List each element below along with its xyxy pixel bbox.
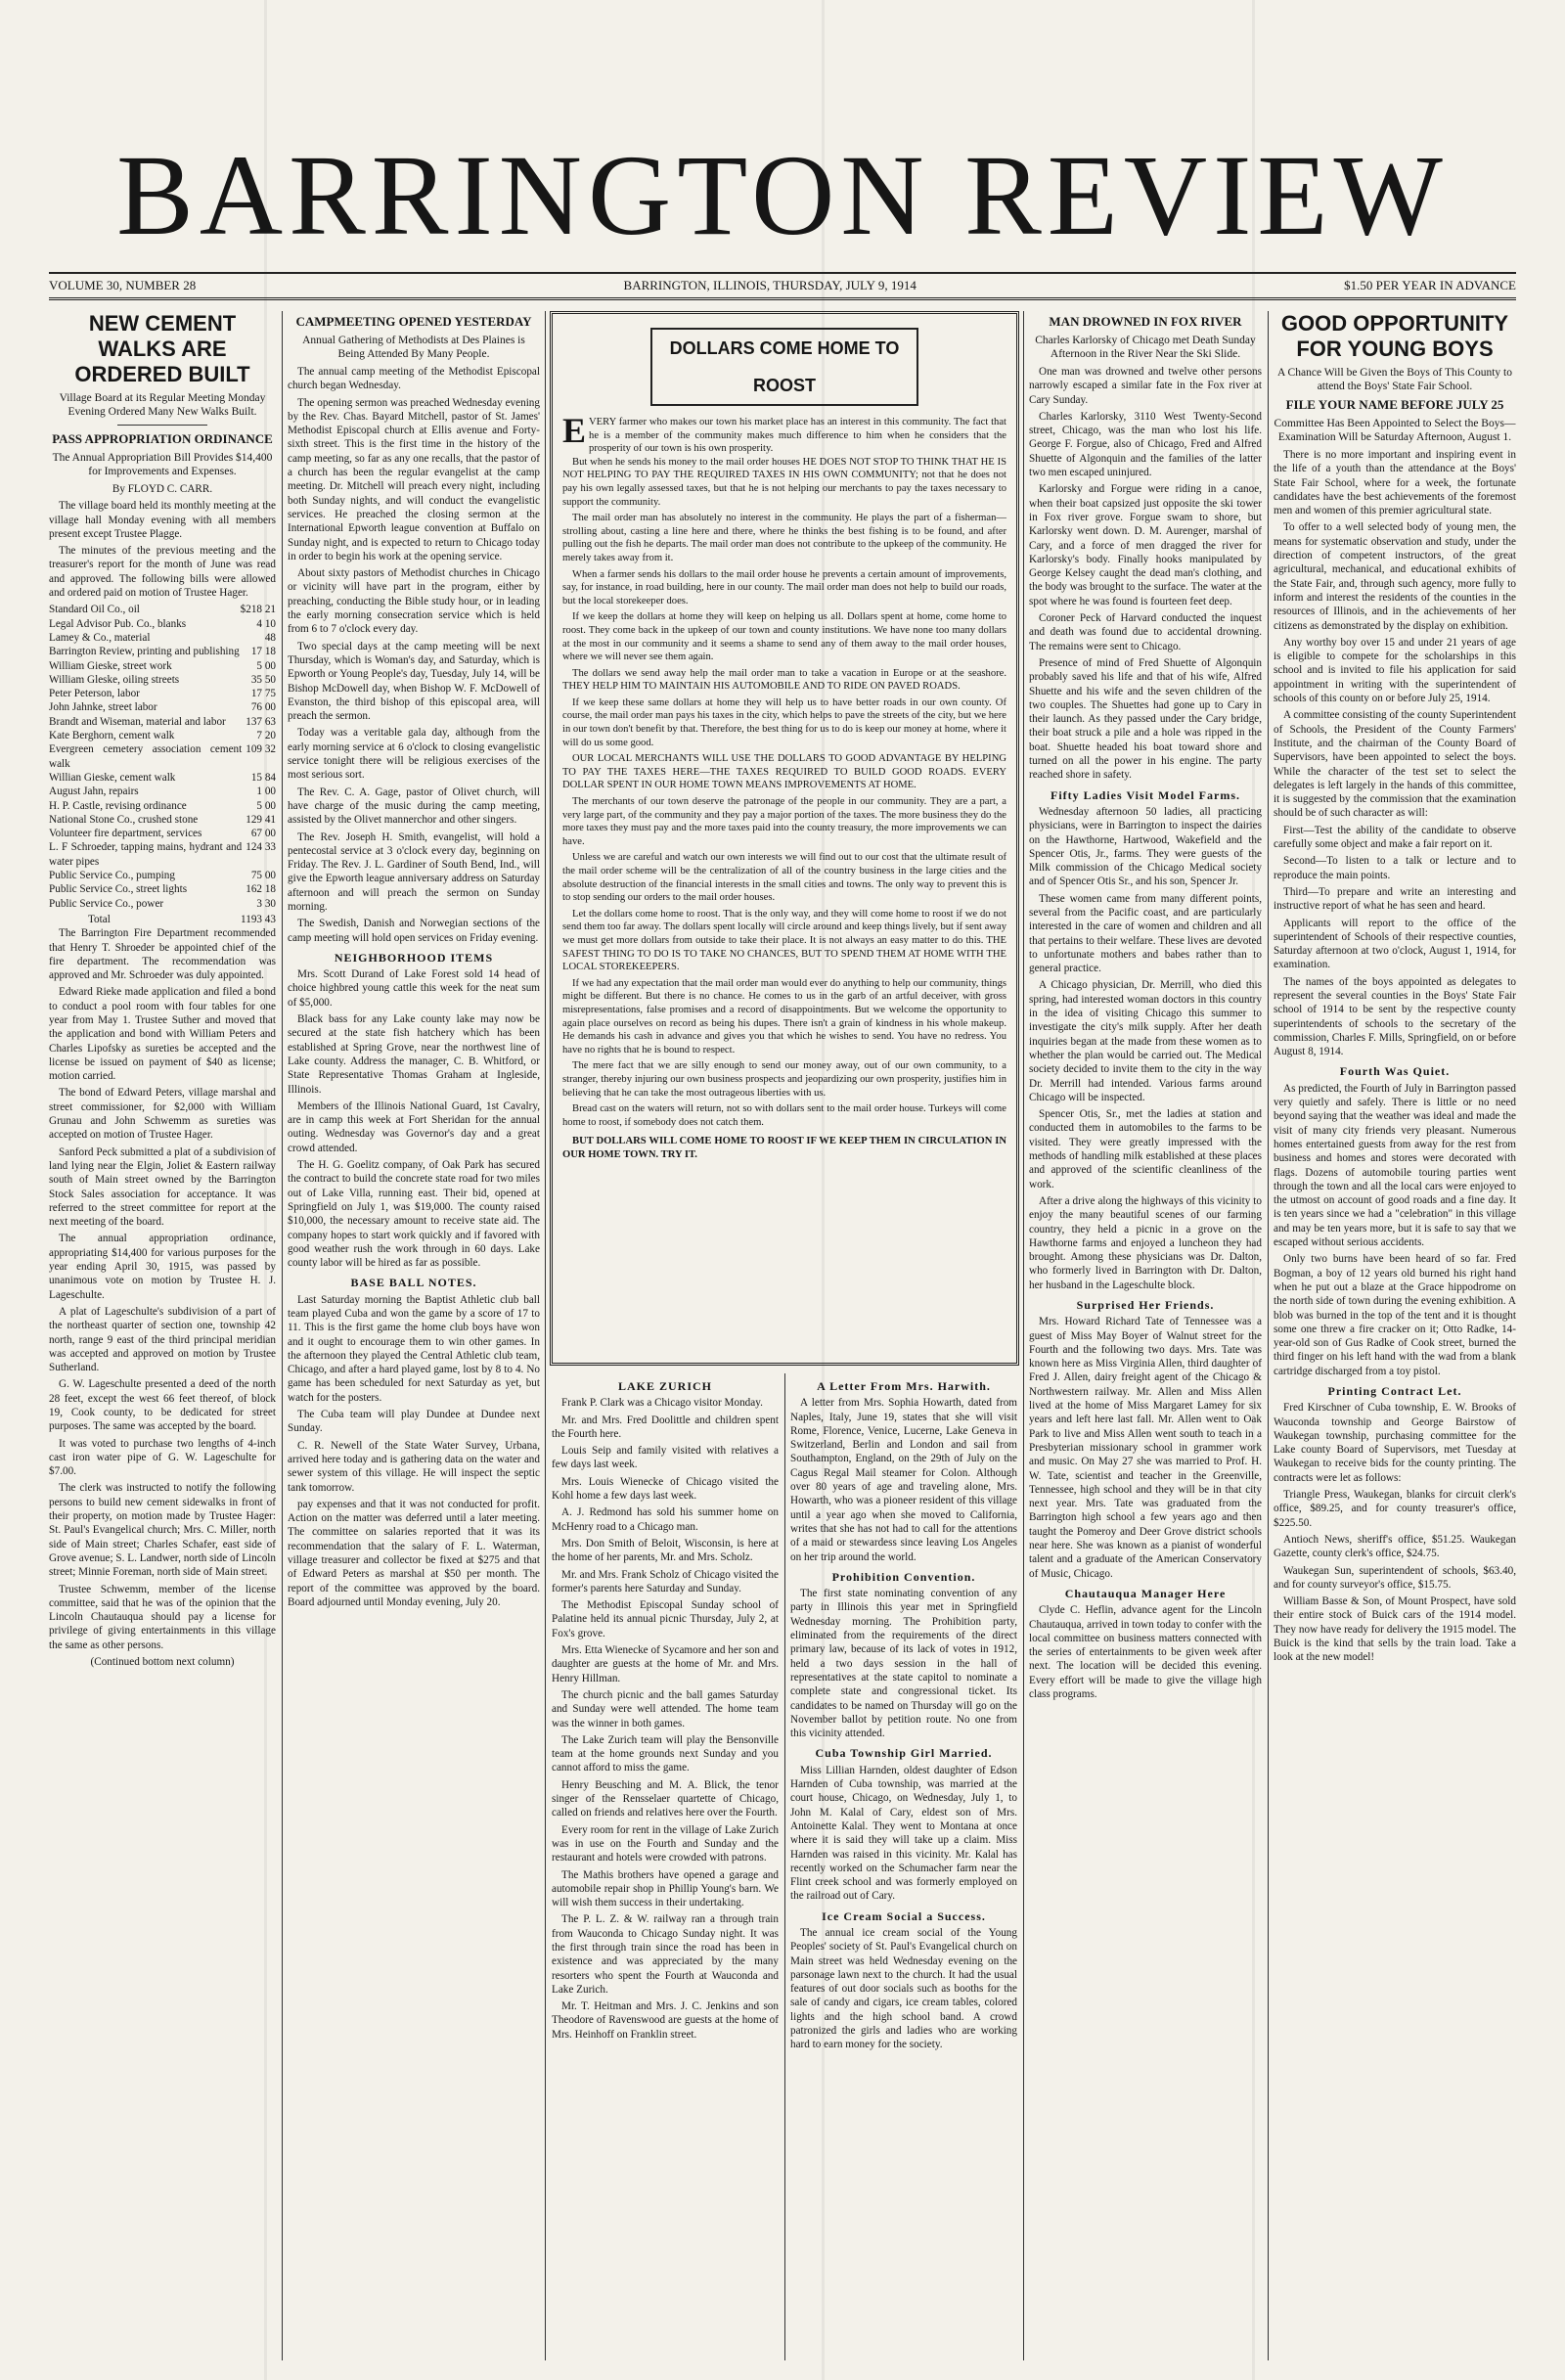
bill-payee: Public Service Co., pumping: [49, 870, 175, 882]
paragraph: C. R. Newell of the State Water Survey, Urbana, arrived here today and is gathering data on the water and sewer system of this village. He will inspect the septic tank tomorrow.: [288, 1439, 540, 1494]
bill-payee: Lamey & Co., material: [49, 631, 151, 644]
paragraph: Only two burns have been heard of so far. Fred Bogman, a boy of 12 years old burned his right hand when he put out a blaze at the Grace hippodrome on the north side of town during the evening exhibition. A blob was burned in the top of the tent and it is thought some one threw a fire cracker on it; Otto Radke, 14-year-old son of Gus Radke of Cook street, burned the third finger on his left hand with the wad from a blank cartridge discharged from a toy pistol.: [1274, 1253, 1516, 1377]
paragraph: The first state nominating convention of any party in Illinois this year met in Springfield Wednesday morning. The Prohibition party, eliminated from the requirements of the direct primary law, because of its lack of votes in 1912, held a two days session in the hall of representatives at the state capitol to nominate a complete state and congressional ticket. Its candidates to be named on Thursday will go on the November ballot by petition route. No one from this vicinity attended.: [790, 1588, 1017, 1740]
paragraph: pay expenses and that it was not conducted for profit. Action on the matter was deferred until a later meeting. The committee on salaries reported that it was its recommendation that the salary of F. L. Waterman, village treasurer and collector be fixed at $275 and that of Edward Peters as marshal at $50 per month. The report of the committee was approved by the board. Board adjourned until Monday evening, July 20.: [288, 1498, 540, 1608]
article-deck: Charles Karlorsky of Chicago met Death Sunday Afternoon in the River Near the Ski Slide.: [1035, 335, 1256, 360]
paragraph: VERY farmer who makes our town his market place has an interest in this community. The fact that he is a member of the community makes much difference to him when he considers that the prosperity of our town is his own prosperity.: [589, 417, 1006, 455]
paragraph: The Rev. Joseph H. Smith, evangelist, will hold a pentecostal service at 3 o'clock every day, beginning on Friday. The Rev. J. L. Gardiner of South Bend, Ind., will give the Epworth league anniversary address on Saturday afternoon and will preach the sermon on Sunday morning.: [288, 831, 540, 913]
paragraph: The annual camp meeting of the Methodist Episcopal church began Wednesday.: [288, 366, 540, 392]
bill-payee: August Jahn, repairs: [49, 786, 139, 798]
paragraph: If we keep these same dollars at home they will help us to have better roads in our own county. Of course, the mail order man pays his taxes in the city, which helps to pave the streets of the city, but we here in our town don't benefit by that. Therefore, the best thing for us to do is keep our money at home, where it will do us some good.: [562, 696, 1006, 748]
bill-payee: Willian Gieske, cement walk: [49, 771, 176, 784]
bills-table-row: [49, 729, 276, 742]
bill-amount: 15 84: [250, 771, 276, 784]
bill-amount: 76 00: [250, 701, 276, 714]
bill-payee: Standard Oil Co., oil: [49, 604, 140, 616]
bill-amount: 129 41: [246, 813, 276, 826]
news-item: Henry Beusching and M. A. Blick, the tenor singer of the Rensselaer quartette of Chicago, called on friends and relatives here over the Fourth.: [552, 1778, 779, 1819]
paragraph: The H. G. Goelitz company, of Oak Park has secured the contract to build the concrete state road for two miles out of Lake Villa, running east. Their bid, opened at Springfield on July 1, was $19,000. The county raised $10,000, the necessary amount to receive state aid. The company hopes to start work quickly and if favored with good weather rush the work through in 60 days. Lake county labor will be hired as far as possible.: [288, 1159, 540, 1270]
paragraph: The dollars we send away help the mail order man to take a vacation in Europe or at the seashore. THEY HELP HIM TO MAINTAIN HIS AUTOMOBILE AND TO RIDE ON PAVED ROADS.: [562, 667, 1006, 693]
paragraph: These women came from many different points, several from the Pacific coast, and are particularly interested in the care of women and children and all that pertains to their welfare. These lives are devoted to unfortunate mothers and babes rather than to general practice.: [1029, 892, 1262, 975]
article-deck: The Annual Appropriation Bill Provides $14,400 for Improvements and Expenses.: [52, 452, 273, 477]
paragraph: Today was a veritable gala day, although from the early morning service at 6 o'clock to closing evangelistic service tonight there will be religious exercises of the most serious sort.: [288, 727, 540, 782]
volume-number: VOLUME 30, NUMBER 28: [49, 278, 197, 292]
paragraph: Spencer Otis, Sr., met the ladies at station and conducted them in automobiles to the farms to be visited. They were greatly impressed with the methods of handling milk established at these places and approved of the scientific cleanliness of the work.: [1029, 1108, 1262, 1190]
section-heading: Chautauqua Manager Here: [1064, 1586, 1227, 1600]
section-heading: LAKE ZURICH: [617, 1379, 712, 1393]
paragraph: Last Saturday morning the Baptist Athletic club ball team played Cuba and won the game by a score of 17 to 11. This is the first game the home club boys have won and it ought to encourage them to win other games. In the afternoon they played the Central Athletic club team, Chicago, and after a hard played game, lost by 8 to 4. No game has been scheduled for next Saturday as yet, but watch for the posters.: [288, 1293, 540, 1404]
bills-table-row: [49, 742, 276, 771]
section-heading: Printing Contract Let.: [1327, 1384, 1462, 1398]
paragraph: Charles Karlorsky, 3110 West Twenty-Second street, Chicago, was the man who lost his life. George F. Forgue, also of Chicago, Fred and Alfred Shuette of Algonquin and the families of the latter two men escaped uninjured.: [1029, 410, 1262, 479]
news-item: The P. L. Z. & W. railway ran a through train from Wauconda to Chicago Sunday night. It was the first through train since the road has been in existence and was appreciated by the many resorters who spent the Fourth at Wauconda and Lake Zurich.: [552, 1913, 779, 1996]
paragraph: The names of the boys appointed as delegates to represent the several counties in the Boys' State Fair school of 1914 to be sent by the respective county superintendents of schools to the secretary of the commission, Charles F. Mills, Springfield, on or before August 8, 1914.: [1274, 975, 1516, 1058]
bills-table-row: [49, 827, 276, 840]
paragraph: The clerk was instructed to notify the following persons to build new cement sidewalks in front of their property, on motion made by Trustee Hager: St. Paul's Evangelical church; Mrs. C. Miller, north side of Main street; Charles Schafer, east side of Grove avenue; S. L. Landwer, north side of Lincoln street; Minnie Foreman, north side of Main street.: [49, 1482, 276, 1579]
column-rule: [1268, 311, 1269, 2360]
section-heading: Surprised Her Friends.: [1076, 1298, 1215, 1312]
paragraph: If we keep the dollars at home they will keep on helping us all. Dollars spent at home, come home to roost. They come back in the upkeep of our town and county institutions. We have none too many dollars at the most in our community and it seems a shame to send any of them away to the mail order houses, where we will never see them again.: [562, 611, 1006, 663]
bills-table-row: [49, 659, 276, 673]
bill-amount: 7 20: [256, 730, 276, 742]
paragraph: The Rev. C. A. Gage, pastor of Olivet church, will have charge of the music during the camp meeting, assisted by the Olivet mannerchor and other singers.: [288, 786, 540, 827]
section-heading: Cuba Township Girl Married.: [815, 1746, 993, 1761]
bill-payee: John Jahnke, street labor: [49, 701, 157, 714]
paragraph: Applicants will report to the office of the superintendent of Schools of their respective counties, Saturday afternoon at two o'clock, August 1, 1914, for examination.: [1274, 917, 1516, 971]
paragraph: Coroner Peck of Harvard conducted the inquest and death was found due to accidental drowning. The remains were sent to Chicago.: [1029, 612, 1262, 652]
bill-amount: 67 00: [250, 828, 276, 840]
bill-payee: Kate Berghorn, cement walk: [49, 730, 175, 742]
paragraph: Waukegan Sun, superintendent of schools, $63.40, and for county surveyor's office, $15.75.: [1274, 1564, 1516, 1591]
paragraph: The annual appropriation ordinance, appropriating $14,400 for various purposes for the year ending April 30, 1915, was passed by unanimous vote on motion by Trustee H. J. Lageschulte.: [49, 1233, 276, 1301]
paragraph: Trustee Schwemm, member of the license committee, said that he was of the opinion that the Lincoln Chautauqua should pay a license for privilege of giving entertainments in this village the same as other persons.: [49, 1583, 276, 1651]
bill-amount: 4 10: [256, 617, 276, 630]
article-headline: GOOD OPPORTUNITY FOR YOUNG BOYS: [1280, 311, 1509, 361]
column-rule: [784, 1373, 785, 2360]
divider: [117, 425, 208, 426]
paragraph: If we had any expectation that the mail order man would ever do anything to help our community, things might be different. But there is no chance. He comes to us in the garb of an artful deceiver, with gross misrepresentations, false promises and a record of disappointments. But we welcome the opportunity to again place ourselves on record as being his dupes. There isn't a grain of kindness in his whole makeup. He demands his cash in advance and gives you that which he wishes to send. You have no redress. You have no rights that he is bound to respect.: [562, 977, 1006, 1055]
bill-payee: Legal Advisor Pub. Co., blanks: [49, 617, 187, 630]
article-deck: Village Board at its Regular Meeting Monday Evening Ordered Many New Walks Built.: [59, 392, 266, 418]
bill-amount: 137 63: [246, 715, 276, 728]
news-items: [552, 1396, 779, 2042]
continued-note: (Continued bottom next column): [90, 1656, 235, 1669]
paragraph: The bond of Edward Peters, village marshal and street commissioner, for $2,000 with William Grunau and John Schwemm as sureties was accepted on motion of Trustee Hager.: [49, 1087, 276, 1142]
place-date: BARRINGTON, ILLINOIS, THURSDAY, JULY 9, 1914: [623, 278, 917, 292]
bills-table-row: [49, 813, 276, 827]
bills-table: [49, 603, 276, 911]
paragraph: Sanford Peck submitted a plat of a subdivision of land lying near the Elgin, Joliet & Eastern railway south of Main street owned by the Barrington Stock Sales association for acceptance. It was referred to the street committee for report at the next meeting of the board.: [49, 1145, 276, 1229]
bill-amount: 124 33: [246, 841, 276, 854]
bill-payee: William Gieske, street work: [49, 659, 172, 672]
bills-table-row: [49, 617, 276, 631]
paragraph: When a farmer sends his dollars to the mail order house he prevents a certain amount of improvements, say, for instance, in road building, here in our county. The mail order man does not help to build our roads, but the local storekeeper does.: [562, 568, 1006, 606]
news-item: Every room for rent in the village of Lake Zurich was in use on the Fourth and Sunday and the restaurant and hotels were crowded with patrons.: [552, 1823, 779, 1864]
section-heading: Fifty Ladies Visit Model Farms.: [1051, 787, 1240, 802]
column-rule: [545, 311, 546, 2360]
bill-payee: Volunteer fire department, services: [49, 828, 202, 840]
bill-amount: 75 00: [250, 870, 276, 882]
bills-total-row: [49, 913, 276, 926]
article-headline: CAMPMEETING OPENED YESTERDAY: [295, 314, 532, 329]
paragraph: Fred Kirschner of Cuba township, E. W. Brooks of Wauconda township and George Bairstow of Waukegan township, purchasing committee for the Lake county Board of Supervisors, met Tuesday at Waukegan to receive bids for the county printing. The contracts were let as follows:: [1274, 1402, 1516, 1484]
editorial-box: [550, 311, 1019, 1366]
paragraph: The opening sermon was preached Wednesday evening by the Rev. Chas. Bayard Mitchell, pastor of St. James' Methodist Episcopal church at Ellis avenue and Forty-sixth street. This is the first time in the history of the camp meeting, so far as any one recalls, that the pastor of a church has been the regular evangelist at the camp meeting. Dr. Mitchell will preach every night, including both Sunday nights, and will conduct the evangelistic services. He preached the closing sermon at the International Epworth league convention at Buffalo on Sunday night, and is expected to return to Chicago today in order to begin his work at the opening service.: [288, 396, 540, 562]
bill-payee: Public Service Co., power: [49, 897, 164, 910]
bills-total-label: Total: [88, 913, 111, 925]
news-item: Mr. and Mrs. Fred Doolittle and children spent the Fourth here.: [552, 1414, 779, 1440]
article-headline: NEW CEMENT WALKS ARE ORDERED BUILT: [74, 311, 250, 386]
editorial-title: DOLLARS COME HOME TO ROOST: [650, 328, 918, 406]
paragraph: Unless we are careful and watch our own interests we will find out to our cost that the ultimate result of the mail order scheme will be the centralization of all of the country business in the large cities and the absolute destruction of the financial interests in the small cities and towns. The only way to prevent this is to stop sending our orders to the mail order houses.: [562, 852, 1006, 904]
section-heading: A Letter From Mrs. Harwith.: [817, 1379, 991, 1393]
news-item: Mr. T. Heitman and Mrs. J. C. Jenkins and son Theodore of Ravenswood are guests at the home of Mrs. Heinhoff on Franklin street.: [552, 2000, 779, 2041]
paragraph: The Swedish, Danish and Norwegian sections of the camp meeting will hold open services on Friday evening.: [288, 918, 540, 944]
news-item: The Mathis brothers have opened a garage and automobile repair shop in Phillip Young's barn. We will wish them success in their undertaking.: [552, 1868, 779, 1909]
column-rule: [282, 311, 283, 2360]
section-heading: Prohibition Convention.: [831, 1569, 976, 1584]
subscription-price: $1.50 PER YEAR IN ADVANCE: [1344, 278, 1516, 292]
news-item: Frank P. Clark was a Chicago visitor Monday.: [561, 1397, 763, 1410]
paragraph: OUR LOCAL MERCHANTS WILL USE THE DOLLARS TO GOOD ADVANTAGE BY HELPING TO PAY THE TAXES HERE—THE TAXES REQUIRED TO BUILD GOOD ROADS. EVERY DOLLAR SPENT IN OUR HOME TOWN MEANS IMPROVEMENTS AT HOME.: [562, 753, 1006, 791]
paragraph: Edward Rieke made application and filed a bond to conduct a pool room with four tables for one year from May 1. Trustee Suther and moved that the application and bond with William Peters and Charles Lipofsky as sureties be accepted and the license be issued on payment of $40 as license; motion carried.: [49, 986, 276, 1083]
paragraph: About sixty pastors of Methodist churches in Chicago or vicinity will have part in the program, either by preaching, conducting the Bible study hour, or in leading the early morning consecration service which is held from 6 to 7 o'clock every day.: [288, 567, 540, 636]
paragraph: Karlorsky and Forgue were riding in a canoe, when their boat capsized just opposite the ski tower in Fox river grove. Forgue swam to shore, but Karlorsky went down. D. M. Aurenger, marshal of Cary, and a force of men dragged the river for Karlorsky's body. Finally hooks manipulated by George Kelsey caught the dead man's clothing, and the body was brought to the surface. The water at the spot where he was found is fourteen feet deep.: [1029, 483, 1262, 607]
bills-table-row: [49, 897, 276, 911]
paragraph: A committee consisting of the county Superintendent of Schools, the President of the County Farmers' Institute, and the chairman of the County Board of Supervisors, have been appointed to select the boys. While the character of the test set to select the delegates is left largely in the hands of this committee, it is suggested by the commission that the examination should be of such character as will:: [1274, 709, 1516, 820]
masthead: BARRINGTON REVIEW: [116, 131, 1449, 259]
bills-table-row: [49, 840, 276, 869]
paragraph: Presence of mind of Fred Shuette of Algonquin probably saved his life and that of his wife, Alfred Shuette and his wife and the seven children of the two couples. The Shuettes had gone up to Cary in their launch. As they passed under the Cary bridge, their boat struck a pile and a hole was ripped in the boat. Shuette headed his boat toward shore and turned on all the power in his engine. The party reached shore in safety.: [1029, 656, 1262, 782]
paragraph: To offer to a well selected body of young men, the means for systematic observation and study, under the direction of competent instructors, of the great agricultural, mechanical, and educational exhibits of the State Fair, and, through such agency, more fully to inform and interest the residents of the counties in the resources of Illinois, and in the achievements of her citizens as demonstrated by the display on exhibition.: [1274, 521, 1516, 632]
column-2: [288, 311, 540, 2360]
drop-cap: E: [562, 411, 587, 450]
bill-amount: 48: [264, 631, 276, 644]
news-item: Mrs. Louis Wienecke of Chicago visited the Kohl home a few days last week.: [552, 1475, 779, 1503]
bill-payee: Evergreen cemetery association cement walk: [49, 743, 243, 770]
section-heading: Fourth Was Quiet.: [1339, 1064, 1451, 1079]
column-6: [1274, 311, 1516, 2360]
paragraph: It was voted to purchase two lengths of 4-inch cast iron water pipe of G. W. Lageschulte for $7.00.: [49, 1437, 276, 1478]
column-rule: [1023, 311, 1024, 2360]
article-deck: Annual Gathering of Methodists at Des Plaines is Being Attended By Many People.: [302, 335, 525, 360]
paragraph: Two special days at the camp meeting will be next Thursday, which is Woman's day, and Saturday, which is Epworth or Young People's day, Tuesday, July 14, will be Bishop McDowell day, when Bishop W. F. McDowell of Evanston, the third bishop of this episcopal area, will preach the sermon.: [288, 640, 540, 723]
editorial-closing: BUT DOLLARS WILL COME HOME TO ROOST IF WE KEEP THEM IN CIRCULATION IN OUR HOME TOWN. TRY IT.: [562, 1136, 1006, 1160]
bill-amount: 17 18: [250, 646, 276, 658]
paragraph: The Barrington Fire Department recommended that Henry T. Shroeder be appointed chief of the fire department. The recommendation was approved and Mr. Schroeder was duly appointed.: [49, 927, 276, 982]
news-item: A. J. Redmond has sold his summer home on McHenry road to a Chicago man.: [552, 1506, 779, 1533]
article-deck: Committee Has Been Appointed to Select the Boys—Examination Will be Saturday Afternoon, August 1.: [1274, 418, 1516, 443]
paragraph: After a drive along the highways of this vicinity to enjoy the many beautiful scenes of our farming country, they held a picnic in a grove on the Hawthorne farms and enjoyed a luncheon they had brought. Among these physicians was Dr. Dalton, who formerly lived in Barrington with Dr. Dalton, her husband in the Lageschulte block.: [1029, 1194, 1262, 1291]
news-item: Mrs. Don Smith of Beloit, Wisconsin, is here at the home of her parents, Mr. and Mrs. Scholz.: [552, 1537, 779, 1564]
bills-table-row: [49, 882, 276, 896]
paragraph: As predicted, the Fourth of July in Barrington passed very quietly and safely. There is little or no need beyond saying that the weather was ideal and made the visit of many city friends very pleasant. Numerous homes entertained guests from away for the rest from business and homes and stores were decorated with flags. Dozens of automobile touring parties went through the town and all the local cars were enjoyed to the utmost on account of good roads and a fine day. It is ten years since we had a "celebration" in this village and may be ten years more, but it is safe to say that we escaped without serious accidents.: [1274, 1082, 1516, 1249]
bill-amount: 17 75: [250, 688, 276, 700]
bills-table-row: [49, 631, 276, 645]
bill-payee: Public Service Co., street lights: [49, 883, 188, 896]
bill-amount: 35 50: [250, 673, 276, 686]
bill-amount: 5 00: [256, 659, 276, 672]
dateline: [49, 272, 1516, 300]
bills-table-row: [49, 771, 276, 785]
paragraph: Antioch News, sheriff's office, $51.25. Waukegan Gazette, county clerk's office, $24.75.: [1274, 1533, 1516, 1560]
paragraph: First—Test the ability of the candidate to observe carefully some object and make a fair report on it.: [1274, 824, 1516, 851]
bills-table-row: [49, 687, 276, 700]
paragraph: The Cuba team will play Dundee at Dundee next Sunday.: [288, 1409, 540, 1435]
news-item: The church picnic and the ball games Saturday and Sunday were well attended. The home team was the winner in both games.: [552, 1688, 779, 1729]
bills-total-amount: 1193 43: [241, 913, 276, 925]
article-deck: A Chance Will be Given the Boys of This County to attend the Boys' State Fair School.: [1277, 367, 1512, 392]
paragraph: Miss Lillian Harnden, oldest daughter of Edson Harnden of Cuba township, was married at the court house, Chicago, on Wednesday, July 1, to John M. Kalal of Cary, eldest son of Mrs. Antoinette Kalal. They went to Montana at once where it is said they will take up a claim. Miss Harnden was raised in this vicinity. Mr. Kalal has recently worked on the Schumacher farm near the Flint creek school and was formerly employed on the railroad out of Cary.: [790, 1764, 1017, 1903]
bill-amount: 162 18: [246, 883, 276, 896]
byline: By FLOYD C. CARR.: [112, 483, 213, 495]
news-item: Mr. and Mrs. Frank Scholz of Chicago visited the former's parents here Saturday and Sunday.: [552, 1568, 779, 1594]
paragraph: The mere fact that we are silly enough to send our money away, out of our own community, to a stranger, thereby injuring our own business prospects and jeopardizing our own prosperity, justifies him in believing that he can take the most outrageous liberties with us.: [562, 1060, 1006, 1099]
bill-amount: 109 32: [246, 743, 276, 756]
bill-payee: Barrington Review, printing and publishing: [49, 646, 240, 658]
column-4: [790, 1373, 1017, 2360]
bill-payee: H. P. Castle, revising ordinance: [49, 799, 187, 812]
bill-payee: National Stone Co., crushed stone: [49, 813, 199, 826]
section-heading: Ice Cream Social a Success.: [822, 1908, 986, 1923]
paragraph: But when he sends his money to the mail order houses HE DOES NOT STOP TO THINK THAT HE IS NOT HELPING TO PAY THE REQUIRED TAXES IN HIS OWN COMMUNITY; not that he does not pay his own legally assessed taxes, but that he is not helping our merchants to pay the taxes necessary to support the community.: [562, 456, 1006, 508]
bill-payee: L. F Schroeder, tapping mains, hydrant and water pipes: [49, 841, 243, 868]
article-headline: MAN DROWNED IN FOX RIVER: [1049, 314, 1242, 329]
paragraph: Let the dollars come home to roost. That is the only way, and they will come home to roost if we do not send them too far away. The dollars spent locally will circle around and keep things lively, but if sent away we must get more dollars from outside to take their place. It is not always an easy matter to do this. THE SAFEST THING TO DO IS TO TAKE NO CHANCES, BUT TO SPEND THEM AT HOME WITH THE LOCAL STOREKEEPERS.: [562, 908, 1006, 973]
bill-amount: $218 21: [240, 604, 276, 616]
paragraph: There is no more important and inspiring event in the life of a youth than the attendance at the Boys' State Fair School, where for a week, the fortunate candidates have the best achievements of the foremost men and women of this premier agricultural state.: [1274, 449, 1516, 517]
column-3: [552, 1373, 779, 2360]
paragraph: The village board held its monthly meeting at the village hall Monday evening with all members present except Trustee Plagge.: [49, 500, 276, 540]
paragraph: Triangle Press, Waukegan, blanks for circuit clerk's office, $89.25, and for county treasurer's office, $225.50.: [1274, 1489, 1516, 1529]
paragraph: Wednesday afternoon 50 ladies, all practicing physicians, were in Barrington to inspect the dairies on the Hawthorne, Hartwood, Wakefield and the Spencer Otis, Jr., farms. They were guests of the Milk commission of the Chicago Medical society and of Spencer Otis Sr., and his son, Spencer Jr.: [1029, 805, 1262, 888]
bills-table-row: [49, 785, 276, 798]
paragraph: Second—To listen to a talk or lecture and to reproduce the main points.: [1274, 855, 1516, 881]
paragraph: William Basse & Son, of Mount Prospect, have sold their entire stock of Buick cars of the 1914 model. They now have ready for delivery the 1915 model. The Buick is the kind that sells by the train load. Take a look at the new model!: [1274, 1595, 1516, 1664]
bill-payee: William Gleske, oiling streets: [49, 673, 180, 686]
paragraph: The merchants of our town deserve the patronage of the people in our community. They are a part, a very large part, of the community and they pay a major portion of the taxes. The more business they do the more taxes they must pay and the more taxes paid into the county treasury, the more improvements we can have.: [562, 796, 1006, 847]
paragraph: Black bass for any Lake county lake may now be secured at the state fish hatchery which has been established at Spring Grove, near the northwest line of Lake county. Address the manager, C. B. Whitford, or State Representative Thomas Graham at Ingleside, Illinois.: [288, 1013, 540, 1096]
bills-table-row: [49, 700, 276, 714]
paragraph: Mrs. Scott Durand of Lake Forest sold 14 head of choice highbred young cattle this week for the neat sum of $5,000.: [288, 968, 540, 1009]
news-item: Louis Seip and family visited with relatives a few days last week.: [552, 1445, 779, 1471]
article-subhead: PASS APPROPRIATION ORDINANCE: [52, 431, 273, 446]
column-1: [49, 311, 276, 2360]
paragraph: Bread cast on the waters will return, not so with dollars sent to the mail order house. Turkeys will come home to roost, if somebody does not catch them.: [562, 1103, 1006, 1128]
bills-table-row: [49, 715, 276, 729]
paragraph: Clyde C. Heflin, advance agent for the Lincoln Chautauqua, arrived in town today to confer with the local committee on business matters connected with the series of entertainments to be given week after next. The location will be decided this evening. Every effort will be made to give the village high class programs.: [1029, 1604, 1262, 1701]
paragraph: The minutes of the previous meeting and the treasurer's report for the month of June was read and approved. The following bills were allowed and ordered paid on motion of Trustee Hager.: [49, 545, 276, 600]
column-5: [1029, 311, 1262, 2360]
section-heading: NEIGHBORHOOD ITEMS: [334, 950, 494, 965]
bills-table-row: [49, 869, 276, 882]
bills-table-row: [49, 603, 276, 616]
bill-payee: Peter Peterson, labor: [49, 688, 140, 700]
paragraph: A Chicago physician, Dr. Merrill, who died this spring, had interested woman doctors in this country in the idea of visiting Chicago this summer to investigate the city's milk supply. After her death inquiries began at the made from these women as to whether the plan would be carried out. The Medical society decided to invite them to the city in the way Dr. Merrill had intended. Various farms around Chicago will be inspected.: [1029, 979, 1262, 1103]
bill-amount: 1 00: [256, 786, 276, 798]
bill-amount: 3 30: [256, 897, 276, 910]
bill-amount: 5 00: [256, 799, 276, 812]
paragraph: The mail order man has absolutely no interest in the community. He plays the part of a fisherman—strolling about, casting a line here and there, where he thinks the best fishing is to be found, and after pulling out the fish he departs. The mail order man does not contribute to the upkeep of the community. He merely takes away from it.: [562, 513, 1006, 563]
paragraph: G. W. Lageschulte presented a deed of the north 28 feet, except the west 66 feet thereof, of block 19, Cook county, to be dedicated for street purposes. The same was accepted by the board.: [49, 1378, 276, 1433]
bills-table-row: [49, 645, 276, 658]
paragraph: Any worthy boy over 15 and under 21 years of age is eligible to compete for the scholarships in this school and is invited to file his application for said appointment in writing with the superintendent of schools of this county on or before July 25, 1914.: [1274, 636, 1516, 705]
news-item: The Lake Zurich team will play the Bensonville team at the home grounds next Sunday and you cannot afford to miss the game.: [552, 1733, 779, 1774]
paragraph: Third—To prepare and write an interesting and instructive report of what he has seen and heard.: [1274, 885, 1516, 913]
bills-table-row: [49, 799, 276, 813]
paragraph: One man was drowned and twelve other persons narrowly escaped a similar fate in the Fox river at Cary Sunday.: [1029, 366, 1262, 406]
paragraph: Mrs. Howard Richard Tate of Tennessee was a guest of Miss May Boyer of Walnut street for the Fourth and the following two days. Mrs. Tate was known here as Miss Virginia Allen, third daughter of Fred J. Allen, dairy freight agent of the Chicago & Northwestern railway. Mr. Allen and Miss Allen lived at the home of Miss Margaret Lamey for six years and left here last fall. Mr. Allen went to Oak Park to live and Miss Allen went south to teach in a Presbyterian missionary school in grammer work and music. On May 27 she was married to Prof. H. W. Tate, scientist and teacher in the Greenville, Tennessee, high school and they will be in that city next year. Mrs. Tate was graduated from the Barrington high school a few years ago and then taught the Pomeroy and Deer Grove district schools near here. She was known as a pianist of wonderful talent and a graduate of the American Conservatory of Music, Chicago.: [1029, 1316, 1262, 1580]
bills-table-row: [49, 673, 276, 687]
paragraph: The annual ice cream social of the Young Peoples' society of St. Paul's Evangelical church on Main street was held Wednesday evening on the parsonage lawn next to the church. It had the usual features of out door socials such as booths for the sale of candy and cigars, ice cream tables, colored lights and the high school band. A crowd patronized the girls and ladies who are working hard to earn money for the society.: [790, 1926, 1017, 2051]
paragraph: A plat of Lageschulte's subdivision of a part of the northeast quarter of section one, township 42 north, range 9 east of the third principal meridian was accepted and approved on motion by Trustee Sutherland.: [49, 1305, 276, 1374]
editorial-body: [562, 411, 1006, 456]
news-item: The Methodist Episcopal Sunday school of Palatine held its annual picnic Thursday, July 2, at Fox's grove.: [552, 1599, 779, 1639]
paragraph: Members of the Illinois National Guard, 1st Cavalry, are in camp this week at Fort Sheridan for the annual outing. Wednesday was Governor's day and a great crowd attended.: [288, 1100, 540, 1154]
article-subhead: FILE YOUR NAME BEFORE JULY 25: [1285, 397, 1504, 412]
bill-payee: Brandt and Wiseman, material and labor: [49, 715, 226, 728]
section-heading: BASE BALL NOTES.: [350, 1276, 477, 1290]
paragraph: A letter from Mrs. Sophia Howarth, dated from Naples, Italy, June 19, states that she will visit Rome, Florence, Venice, Lucerne, Lake Geneva in Switzerland, Berlin and London and sail from Southampton, England, on the 29th of July on the Cagus Regal Mail steamer for Colon. Although over 80 years of age and traveling alone, Mrs. Howarth, who was a pioneer resident of this village until a year ago when she moved to California, writes that she has not had to call for the attentions of a maid or stewardess since leaving Los Angeles on her trip around the world.: [790, 1397, 1017, 1563]
news-item: Mrs. Etta Wienecke of Sycamore and her son and daughter are guests at the home of Mr. and Mrs. Henry Hillman.: [552, 1644, 779, 1684]
